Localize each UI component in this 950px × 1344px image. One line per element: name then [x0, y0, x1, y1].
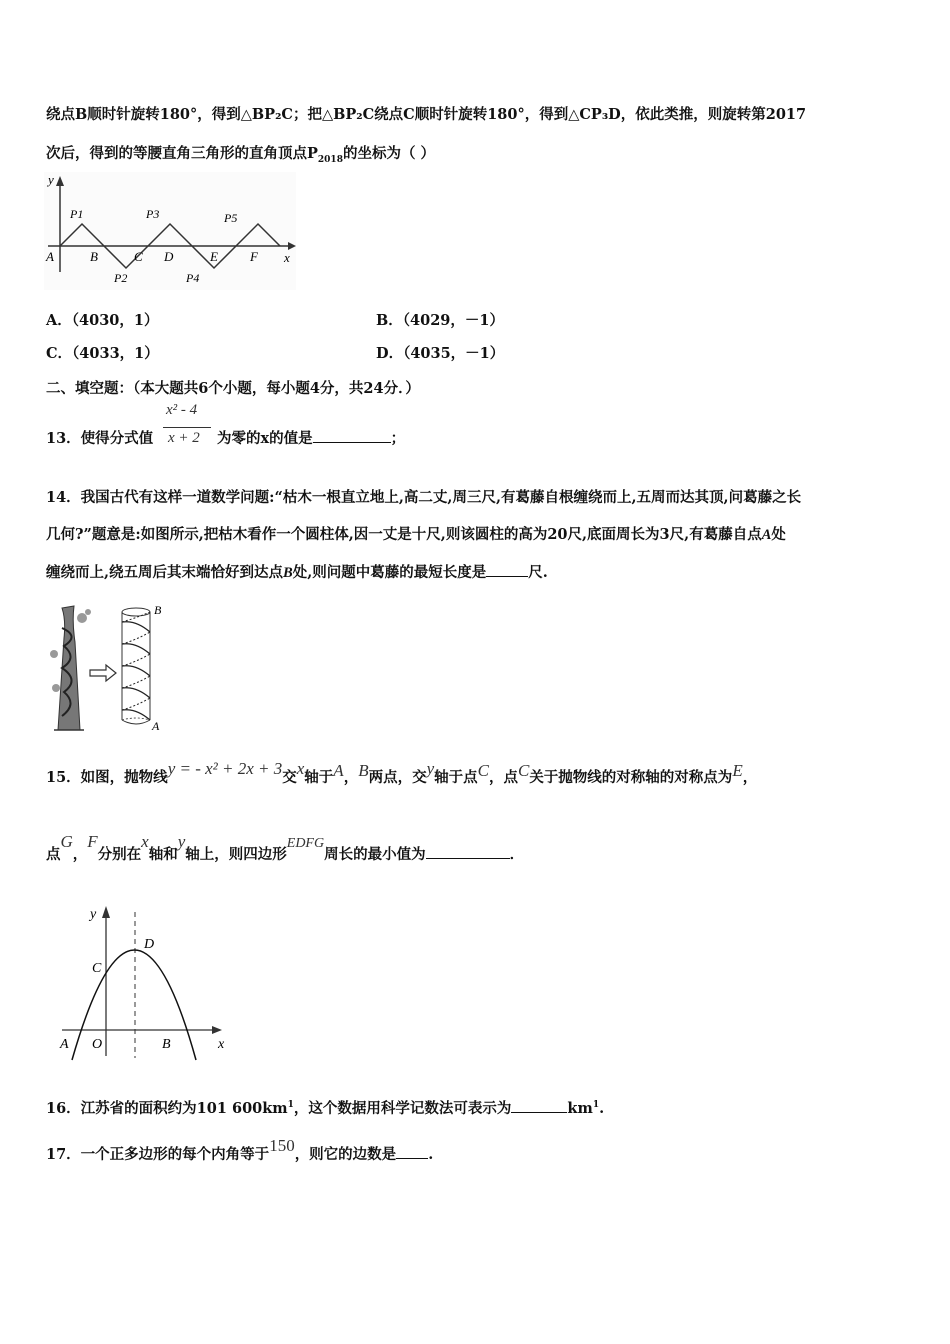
- q14-line3-end: 尺.: [528, 564, 548, 581]
- q14-cylinder-bottom: [122, 720, 150, 724]
- q12-figure-bg: [44, 172, 296, 290]
- q12-line2: [46, 142, 435, 165]
- q12-option-d-text: （4035，－1）: [403, 345, 505, 362]
- q15-l1-t1: 交: [282, 769, 297, 786]
- q15-l1-t7: 关于抛物线的对称轴的对称点为: [529, 769, 733, 786]
- q13-answer-blank[interactable]: [313, 428, 391, 443]
- q15-l1-y: y: [426, 759, 435, 778]
- q14-line1: 14．我国古代有这样一道数学问题:“枯木一根直立地上,高二丈,周三尺,有葛藤自根缠绕而上,五周而达其顶,问葛藤之长: [46, 489, 802, 506]
- q15-l2-g: G: [60, 832, 73, 851]
- q12-line1: 绕点B顺时针旋转180°，得到△BP₂C；把△BP₂C绕点C顺时针旋转180°，得到△CP₃D，依此类推，则旋转第2017: [46, 106, 807, 123]
- q12-label-P3: P3: [146, 207, 160, 221]
- q15-line2: [46, 832, 525, 864]
- q17-answer-blank[interactable]: [396, 1144, 428, 1159]
- q14-point-b: B: [283, 565, 293, 581]
- q12-option-c[interactable]: [46, 342, 159, 363]
- q15-l1-x: x: [296, 759, 305, 778]
- q12-label-P5: P5: [224, 211, 238, 225]
- q14-tree-leaf-2: [85, 609, 91, 615]
- q15-l2-t2: ，: [72, 846, 88, 863]
- q12-label-C: C: [134, 249, 143, 264]
- q14-arrow-icon: [90, 665, 116, 681]
- q14-line3-b: 处,则问题中葛藤的最短长度是: [292, 564, 487, 581]
- q15-x-arrow: [212, 1026, 222, 1034]
- q16-line: [46, 1097, 604, 1118]
- q15-l1-formula: y = - x² + 2x + 3: [167, 759, 283, 778]
- q14-line3: [46, 561, 548, 582]
- q13-suffix-line: [217, 427, 405, 448]
- q15-label-a: A: [60, 1037, 69, 1052]
- q17-text-b: ，则它的边数是: [294, 1146, 397, 1163]
- q12-option-b-label: B．: [376, 312, 403, 329]
- q12-label-x: x: [284, 250, 290, 265]
- q12-option-c-text: （4033，1）: [72, 345, 159, 362]
- q15-l1-t8: ，: [742, 769, 758, 786]
- q15-l1-a: A: [333, 761, 344, 780]
- q12-option-d[interactable]: [376, 342, 504, 363]
- q12-option-d-label: D．: [376, 345, 404, 362]
- q14-label-a: A: [152, 719, 160, 733]
- q14-tree-leaf-4: [52, 684, 60, 692]
- q14-line2-b: 处: [771, 526, 786, 543]
- q13-numerator: x² - 4: [166, 402, 198, 418]
- q15-label-b: B: [162, 1037, 171, 1052]
- q12-option-c-label: C．: [46, 345, 73, 362]
- q15-label-x: x: [218, 1037, 225, 1052]
- q17-angle: 150: [269, 1136, 295, 1155]
- q16-sup2: 1: [592, 1100, 600, 1111]
- q16-sup1: 1: [287, 1100, 294, 1111]
- q17-end: .: [428, 1146, 434, 1163]
- q15-label-c: C: [92, 961, 102, 976]
- q15-parabola: [72, 950, 196, 1060]
- q14-cylinder-top: [122, 608, 150, 616]
- q12-label-F: F: [250, 249, 258, 264]
- q12-figure: [44, 172, 296, 290]
- q15-l2-x: x: [141, 832, 149, 851]
- q12-option-a-label: A．: [46, 312, 72, 329]
- q14-tree-leaf-3: [50, 650, 58, 658]
- q15-y-arrow: [102, 906, 110, 918]
- q15-l1-t6: ，点: [488, 769, 518, 786]
- q15-l1-t5: 轴于点: [434, 769, 478, 786]
- q15-l1-e: E: [732, 761, 743, 780]
- q14-label-b: B: [154, 603, 162, 617]
- q12-option-a[interactable]: [46, 309, 158, 330]
- q13-prefix: 13．使得分式值: [46, 430, 154, 447]
- q15-l2-t6: 周长的最小值为: [324, 846, 426, 863]
- q14-cylinder-bottom-back: [122, 718, 150, 720]
- q13-end: ；: [390, 430, 406, 447]
- q15-l2-t1: 点: [46, 846, 61, 863]
- q15-l2-t3: 分别在: [97, 846, 142, 863]
- q15-l1-c: C: [477, 761, 489, 780]
- q15-l1-prefix: 15．如图，抛物线: [46, 769, 168, 786]
- q12-label-P1: P1: [70, 207, 84, 221]
- q16-text-a: 16．江苏省的面积约为101 600km: [46, 1100, 288, 1117]
- q16-answer-blank[interactable]: [511, 1098, 567, 1113]
- q16-end: .: [599, 1100, 605, 1117]
- q12-label-A: A: [46, 249, 54, 264]
- q13-suffix: 为零的x的值是: [217, 430, 313, 447]
- q15-l1-t2: 轴于: [304, 769, 334, 786]
- q15-label-y: y: [90, 907, 97, 922]
- q12-label-P4: P4: [186, 271, 200, 285]
- q14-answer-blank[interactable]: [486, 562, 528, 577]
- q14-line2: [46, 523, 786, 544]
- q16-unit: km: [567, 1100, 593, 1117]
- q12-label-B: B: [90, 249, 98, 264]
- q15-label-d: D: [144, 937, 155, 952]
- q15-l1-c2: C: [517, 761, 530, 780]
- q15-l2-y: y: [177, 832, 186, 851]
- q13-fraction-bar: [163, 427, 211, 428]
- q15-l2-edfg: EDFG: [286, 836, 325, 851]
- q16-text-b: ，这个数据用科学记数法可表示为: [293, 1100, 512, 1117]
- q12-line2-sub: 2018: [317, 154, 343, 165]
- q14-point-a: A: [761, 527, 772, 543]
- q14-line2-a: 几何?”题意是:如图所示,把枯木看作一个圆柱体,因一丈是十尺,则该圆柱的高为20尺,底面周长为3尺,有葛藤自点: [46, 526, 762, 543]
- q12-label-y: y: [48, 172, 54, 187]
- q14-line3-a: 缠绕而上,绕五周后其末端恰好到达点: [46, 564, 284, 581]
- q12-line2-b: 的坐标为（ ）: [342, 145, 436, 162]
- q12-option-b-text: （4029，－1）: [402, 312, 504, 329]
- q15-l1-b: B: [358, 761, 369, 780]
- q15-l2-f: F: [87, 832, 98, 851]
- q12-option-a-text: （4030，1）: [71, 312, 159, 329]
- q15-figure: [56, 902, 236, 1062]
- q12-label-D: D: [164, 249, 174, 264]
- q14-tree-leaf-1: [77, 613, 87, 623]
- q12-label-E: E: [210, 249, 218, 264]
- q15-l2-t4: 轴和: [148, 846, 178, 863]
- q12-option-b[interactable]: [376, 309, 504, 330]
- q14-figure: [44, 598, 174, 734]
- q15-l2-t5: 轴上，则四边形: [185, 846, 287, 863]
- q17-text-a: 17．一个正多边形的每个内角等于: [46, 1146, 270, 1163]
- q14-helix-front: [122, 622, 150, 720]
- q12-label-P2: P2: [114, 271, 128, 285]
- q17-line: [46, 1136, 434, 1164]
- q15-line1: [46, 759, 758, 787]
- q15-answer-blank[interactable]: [426, 844, 510, 859]
- q15-label-o: O: [92, 1037, 103, 1052]
- q15-l1-t4: 两点，交: [368, 769, 427, 786]
- section2-heading: 二、填空题：（本大题共6个小题，每小题4分，共24分．）: [46, 380, 420, 397]
- q13-denominator: x + 2: [168, 430, 200, 446]
- q15-l2-end: ．: [509, 846, 525, 863]
- q15-l1-t3: ，: [343, 769, 359, 786]
- q12-line2-a: 次后，得到的等腰直角三角形的直角顶点P: [46, 145, 318, 162]
